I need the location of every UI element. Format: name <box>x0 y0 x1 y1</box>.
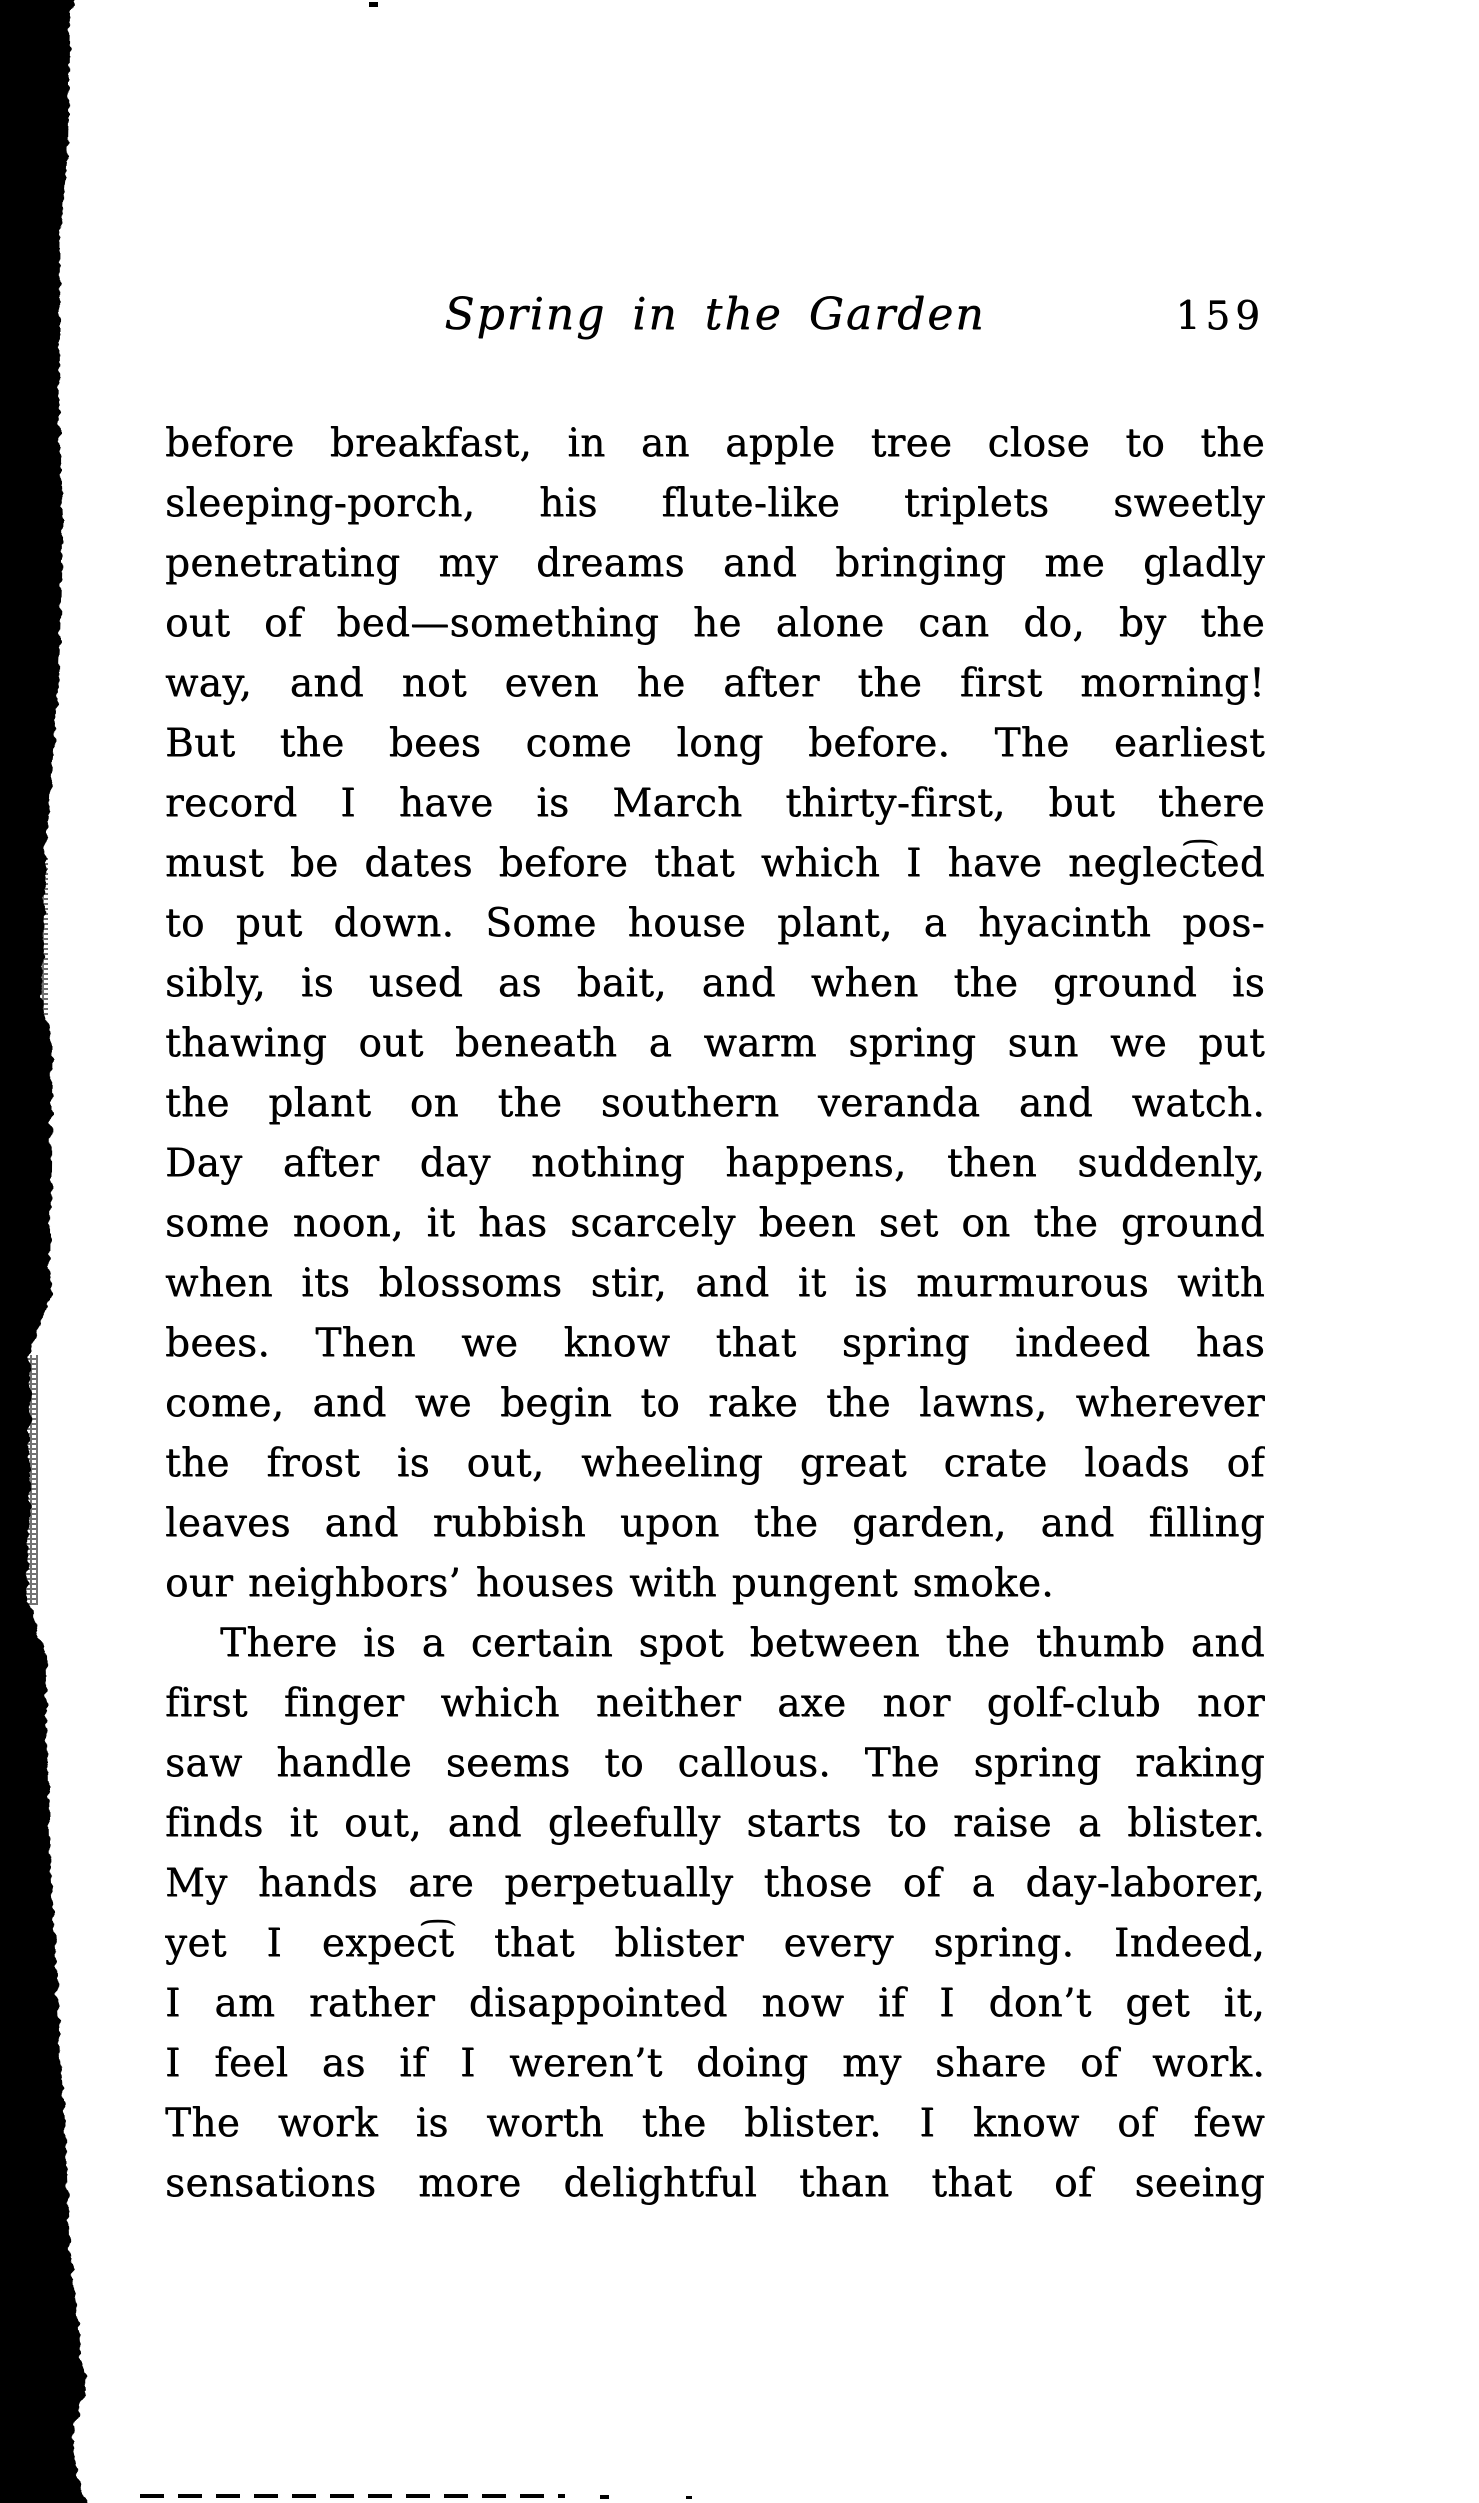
text-line: the frost is out, wheeling great crate loads of <box>165 1441 1265 1486</box>
text-line: I am rather disappointed now if I don’t get it, <box>165 1981 1265 2026</box>
text-line: yet I expec͡t that blister every spring. Indeed, <box>165 1921 1265 1966</box>
text-line: sensations more delightful than that of seeing <box>165 2161 1265 2206</box>
page-number: 159 <box>1175 294 1265 339</box>
text-line: finds it out, and gleefully starts to raise a blister. <box>165 1801 1265 1846</box>
text-line: way, and not even he after the first morning! <box>165 661 1265 706</box>
text-line: There is a certain spot between the thumb and <box>220 1621 1265 1666</box>
text-line: our neighbors’ houses with pungent smoke. <box>165 1561 1054 1606</box>
text-line: the plant on the southern veranda and watch. <box>165 1081 1265 1126</box>
text-line: must be dates before that which I have neglec͡ted <box>165 841 1265 886</box>
text-line: bees. Then we know that spring indeed has <box>165 1321 1265 1366</box>
text-line: first finger which neither axe nor golf-club nor <box>165 1681 1265 1726</box>
text-line: The work is worth the blister. I know of few <box>165 2101 1265 2146</box>
text-line: saw handle seems to callous. The spring raking <box>165 1741 1265 1786</box>
scan-noise-artifact <box>24 1355 38 1605</box>
text-line: some noon, it has scarcely been set on the ground <box>165 1201 1265 1246</box>
text-line: come, and we begin to rake the lawns, wherever <box>165 1381 1265 1426</box>
text-line: before breakfast, in an apple tree close to the <box>165 421 1265 466</box>
text-line: Day after day nothing happens, then suddenly, <box>165 1141 1265 1186</box>
text-line: My hands are perpetually those of a day-laborer, <box>165 1861 1265 1906</box>
bottom-dot-artifact <box>600 2495 609 2499</box>
text-line: leaves and rubbish upon the garden, and filling <box>165 1501 1265 1546</box>
body-text <box>165 414 1265 2214</box>
binding-shadow-artifact <box>0 0 120 2503</box>
text-line: But the bees come long before. The earliest <box>165 721 1265 766</box>
text-line: penetrating my dreams and bringing me gladly <box>165 541 1265 586</box>
text-line: record I have is March thirty-first, but there <box>165 781 1265 826</box>
text-line: to put down. Some house plant, a hyacinth pos- <box>165 901 1265 946</box>
bottom-dashed-line-artifact <box>140 2494 565 2498</box>
running-header <box>165 286 1265 356</box>
page-title: Spring in the Garden <box>444 289 986 340</box>
scan-noise-artifact <box>36 855 48 1015</box>
text-line: sibly, is used as bait, and when the ground is <box>165 961 1265 1006</box>
bottom-dot-artifact <box>686 2496 692 2499</box>
top-dash-artifact <box>369 2 378 7</box>
text-line: when its blossoms stir, and it is murmurous with <box>165 1261 1265 1306</box>
text-line: out of bed—something he alone can do, by the <box>165 601 1265 646</box>
text-line: thawing out beneath a warm spring sun we put <box>165 1021 1265 1066</box>
text-line: sleeping-porch, his flute-like triplets sweetly <box>165 481 1265 526</box>
text-line: I feel as if I weren’t doing my share of work. <box>165 2041 1265 2086</box>
